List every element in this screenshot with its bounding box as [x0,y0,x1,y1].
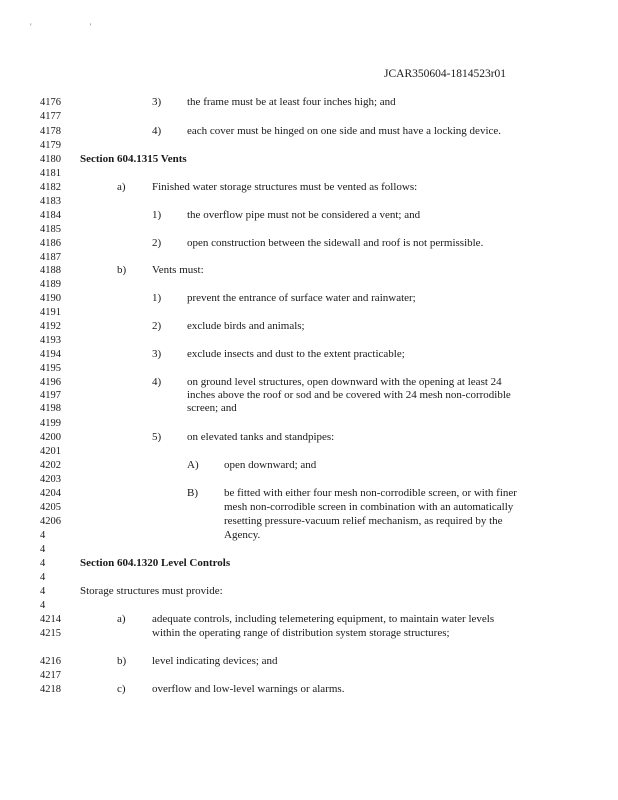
subsection-label: b) [117,655,127,667]
line-number: 4191 [40,307,61,318]
line-number: 4 [40,544,46,555]
item-text: exclude insects and dust to the extent practicable; [187,348,405,360]
section-heading: Section 604.1315 Vents [80,153,187,165]
subsection-text: overflow and low-level warnings or alarms. [152,683,345,695]
item-label: 3) [152,348,162,360]
item-text: the frame must be at least four inches high; and [187,96,396,108]
section-intro: Storage structures must provide: [80,585,223,597]
line-number: 4198 [40,403,61,414]
item-text: on elevated tanks and standpipes: [187,431,335,443]
item-text: each cover must be hinged on one side and must have a locking device. [187,125,502,137]
line-number: 4216 [40,656,61,667]
line-number: 4199 [40,418,61,429]
subitem-text-line: resetting pressure-vacuum relief mechanism, as required by the [224,515,503,527]
line-number: 4 [40,600,46,611]
line-number: 4 [40,572,46,583]
subitem-label: A) [187,459,199,471]
item-text: prevent the entrance of surface water and rainwater; [187,292,416,304]
line-number: 4190 [40,293,61,304]
line-number: 4179 [40,140,61,151]
line-number: 4180 [40,154,61,165]
line-number: 4185 [40,224,61,235]
line-number: 4186 [40,238,61,249]
line-number: 4193 [40,335,61,346]
item-label: 4) [152,376,162,388]
document-id: JCAR350604-1814523r01 [384,68,507,80]
subitem-text-line: mesh non-corrodible screen in combination with an automatically [224,501,514,513]
section-heading: Section 604.1320 Level Controls [80,557,231,569]
subsection-text-line: within the operating range of distribution system storage structures; [152,627,450,639]
line-number: 4182 [40,182,61,193]
line-number: 4196 [40,377,61,388]
line-number: 4194 [40,349,61,360]
item-text: the overflow pipe must not be considered a vent; and [187,209,421,221]
subitem-text: open downward; and [224,459,317,471]
subsection-label: a) [117,181,126,193]
line-number: 4195 [40,363,61,374]
subsection-text: level indicating devices; and [152,655,278,667]
line-number: 4181 [40,168,61,179]
item-text-line: inches above the roof or sod and be covered with 24 mesh non-corrodible [187,389,511,401]
subsection-text: Finished water storage structures must be vented as follows: [152,181,418,193]
subsection-text-line: adequate controls, including telemetering equipment, to maintain water levels [152,613,495,625]
subitem-text-line: Agency. [224,529,261,541]
item-text: open construction between the sidewall and roof is not permissible. [187,237,484,249]
line-number: 4203 [40,474,61,485]
item-label: 3) [152,96,162,108]
line-number: 4218 [40,684,61,695]
line-number: 4206 [40,516,61,527]
line-number: 4 [40,530,46,541]
scan-specks: ' ' [30,22,120,32]
item-text: exclude birds and animals; [187,320,305,332]
item-text-line: on ground level structures, open downward with the opening at least 24 [187,376,502,388]
item-label: 1) [152,209,162,221]
subsection-label: a) [117,613,126,625]
line-number: 4178 [40,126,61,137]
line-number: 4176 [40,97,61,108]
subsection-label: b) [117,264,127,276]
item-label: 4) [152,125,162,137]
subsection-text: Vents must: [152,264,204,276]
item-text-line: screen; and [187,402,237,414]
item-label: 1) [152,292,162,304]
line-number: 4188 [40,265,61,276]
line-number: 4205 [40,502,61,513]
line-number: 4204 [40,488,61,499]
item-label: 5) [152,431,162,443]
line-number: 4184 [40,210,61,221]
subitem-text-line: be fitted with either four mesh non-corrodible screen, or with finer [224,487,517,499]
line-number: 4201 [40,446,61,457]
line-number: 4183 [40,196,61,207]
subitem-label: B) [187,487,198,499]
line-number: 4189 [40,279,61,290]
line-number: 4187 [40,252,61,263]
line-number: 4217 [40,670,61,681]
subsection-label: c) [117,683,126,695]
line-number: 4214 [40,614,61,625]
line-number: 4202 [40,460,61,471]
line-number: 4 [40,558,46,569]
item-label: 2) [152,320,162,332]
line-number: 4192 [40,321,61,332]
line-number: 4177 [40,111,61,122]
line-number: 4200 [40,432,61,443]
line-number: 4 [40,586,46,597]
line-number: 4197 [40,390,61,401]
line-number: 4215 [40,628,61,639]
item-label: 2) [152,237,162,249]
